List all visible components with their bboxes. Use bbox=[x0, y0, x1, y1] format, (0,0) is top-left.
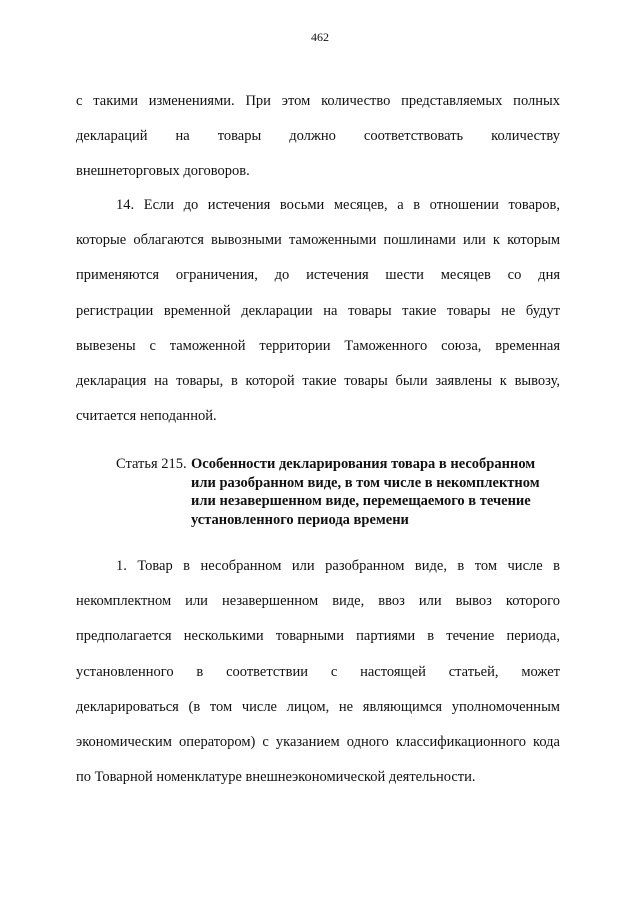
text-line: деклараций на товары должно соответствовать количеству bbox=[76, 128, 560, 145]
paragraph-14 bbox=[76, 195, 560, 441]
text-line: регистрации временной декларации на товары такие товары не будут bbox=[76, 302, 560, 319]
text-line: с такими изменениями. При этом количество представляемых полных bbox=[76, 93, 560, 109]
article-title-line: или разобранном виде, в том числе в некомплектном bbox=[191, 474, 540, 491]
text-line: считается неподанной. bbox=[76, 408, 217, 425]
text-line: декларироваться (в том числе лицом, не являющимся уполномоченным bbox=[76, 698, 560, 715]
text-line: вывезены с таможенной территории Таможенного союза, временная bbox=[76, 337, 560, 354]
article-title-line: Особенности декларирования товара в несобранном bbox=[191, 456, 536, 472]
text-line: внешнеторговых договоров. bbox=[76, 163, 250, 180]
page-number: 462 bbox=[311, 30, 329, 44]
text-line: некомплектном или незавершенном виде, ввоз или вывоз которого bbox=[76, 593, 560, 610]
text-line: 14. Если до истечения восьми месяцев, а в отношении товаров, bbox=[116, 197, 560, 213]
text-line: предполагается несколькими товарными партиями в течение периода, bbox=[76, 628, 560, 645]
paragraph-continuation bbox=[76, 91, 560, 197]
text-line: по Товарной номенклатуре внешнеэкономической деятельности. bbox=[76, 769, 476, 786]
text-line: экономическим оператором) с указанием одного классификационного кода bbox=[76, 733, 560, 750]
article-number: Статья 215. bbox=[116, 456, 187, 472]
paragraph-1 bbox=[76, 556, 560, 802]
article-title-line: установленного периода времени bbox=[191, 511, 409, 528]
article-title bbox=[191, 455, 571, 529]
text-line: установленного в соответствии с настоящей статьей, может bbox=[76, 663, 560, 680]
text-line: которые облагаются вывозными таможенными пошлинами или к которым bbox=[76, 232, 560, 249]
text-line: 1. Товар в несобранном или разобранном виде, в том числе в bbox=[116, 558, 560, 574]
article-title-line: или незавершенном виде, перемещаемого в течение bbox=[191, 493, 531, 509]
text-line: применяются ограничения, до истечения шести месяцев со дня bbox=[76, 267, 560, 284]
text-line: декларация на товары, в которой такие товары были заявлены к вывозу, bbox=[76, 372, 560, 389]
